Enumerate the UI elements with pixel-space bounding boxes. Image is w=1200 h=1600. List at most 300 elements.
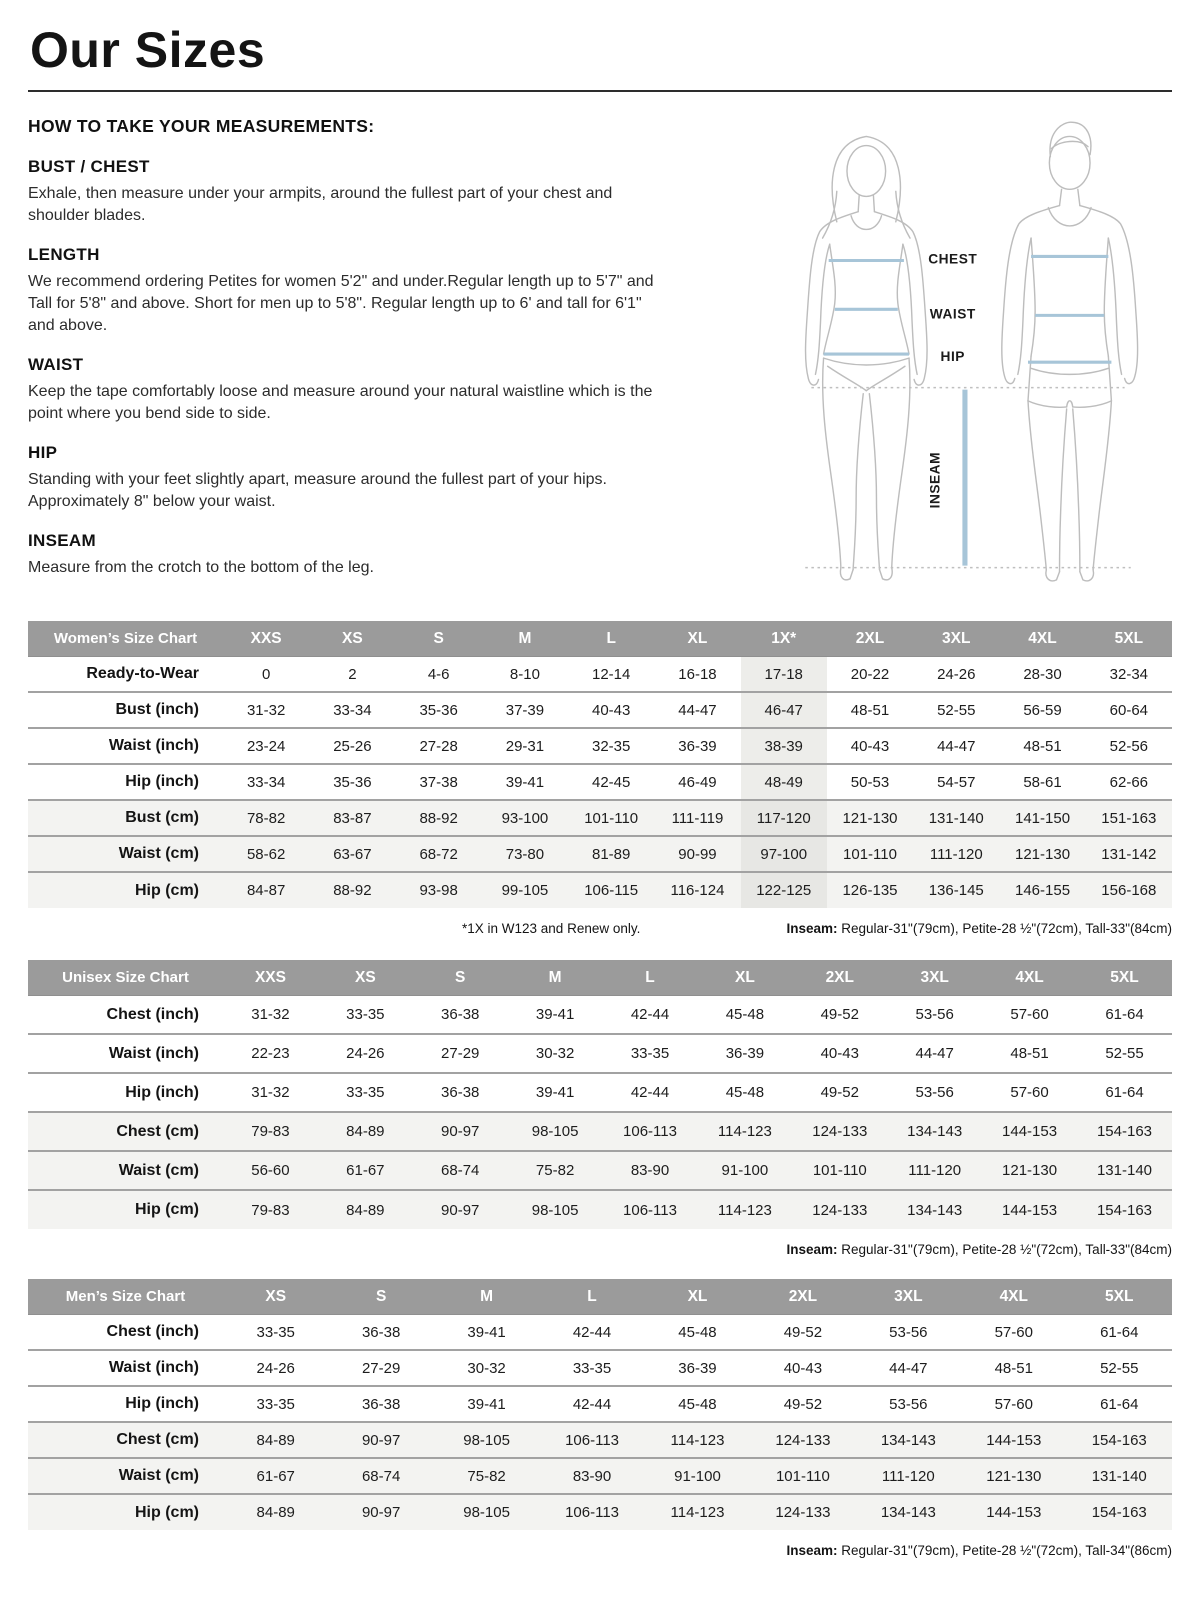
- size-cell: 111-120: [887, 1151, 982, 1190]
- size-cell: 24-26: [937, 665, 976, 683]
- size-cell: 16-18: [678, 665, 717, 683]
- size-cell: 44-47: [937, 737, 976, 755]
- table-row: [28, 800, 1172, 836]
- size-cell: 39-41: [535, 1006, 575, 1024]
- row-label: Chest (cm): [28, 1112, 223, 1151]
- column-header: S: [413, 960, 508, 995]
- size-cell: 33-35: [346, 1084, 385, 1102]
- size-cell: 48-49: [741, 764, 827, 800]
- size-cell: 38-39: [741, 728, 827, 764]
- size-cell: 33-35: [572, 1359, 612, 1377]
- unisex-table-footnotes: [28, 1242, 1172, 1257]
- size-cell: 36-38: [441, 1006, 480, 1024]
- size-cell: 106-115: [568, 872, 654, 908]
- measurement-item-inseam: [28, 531, 708, 579]
- row-label: Bust (inch): [115, 701, 199, 719]
- size-cell: 36-39: [678, 737, 717, 755]
- size-cell: 101-110: [750, 1458, 855, 1494]
- one-x-footnote: *1X in W123 and Renew only.: [462, 921, 641, 937]
- size-cell: 62-66: [1109, 773, 1149, 791]
- size-cell: 56-60: [223, 1151, 318, 1190]
- size-cell: 68-74: [413, 1151, 508, 1190]
- size-cell: 106-113: [539, 1494, 644, 1530]
- size-cell: 30-32: [467, 1359, 506, 1377]
- size-cell: 36-38: [361, 1323, 401, 1341]
- row-label: Waist (cm): [28, 1151, 223, 1190]
- size-cell: 27-29: [441, 1045, 480, 1063]
- size-cell: 61-64: [1100, 1395, 1139, 1413]
- size-cell: 97-100: [741, 836, 827, 872]
- row-label: Waist (inch): [108, 737, 199, 755]
- size-cell: 36-38: [441, 1084, 480, 1102]
- row-label: Ready-to-Wear: [86, 665, 199, 683]
- column-header: M: [508, 960, 603, 995]
- column-header: 5XL: [1067, 1279, 1173, 1314]
- size-cell: 111-120: [913, 836, 999, 872]
- size-cell: 124-133: [750, 1422, 855, 1458]
- size-cell: 141-150: [999, 800, 1085, 836]
- row-label: Hip (inch): [125, 1083, 199, 1101]
- mens-table-footnotes: [28, 1543, 1172, 1558]
- size-cell: 114-123: [645, 1422, 750, 1458]
- size-cell: 90-97: [328, 1494, 433, 1530]
- size-cell: 25-26: [333, 737, 372, 755]
- measurement-item-bust-chest: [28, 157, 708, 227]
- size-cell: 121-130: [982, 1151, 1077, 1190]
- table-row: [28, 728, 1172, 764]
- measurement-item-hip: [28, 443, 708, 513]
- table-title: Unisex Size Chart: [28, 960, 223, 995]
- size-cell: 44-47: [678, 701, 717, 719]
- size-cell: 83-90: [539, 1458, 644, 1494]
- row-label: Chest (inch): [106, 1005, 199, 1023]
- size-cell: 42-45: [592, 773, 631, 791]
- size-cell: 101-110: [792, 1151, 887, 1190]
- size-cell: 68-74: [328, 1458, 433, 1494]
- size-cell: 40-43: [592, 701, 631, 719]
- size-cell: 156-168: [1086, 872, 1172, 908]
- size-cell: 52-55: [1100, 1359, 1139, 1377]
- size-cell: 36-39: [678, 1359, 717, 1377]
- size-cell: 75-82: [434, 1458, 539, 1494]
- row-label: Bust (cm): [28, 800, 223, 836]
- size-cell: 93-98: [396, 872, 482, 908]
- row-label: Hip (inch): [125, 1395, 199, 1413]
- inseam-label: INSEAM: [927, 451, 943, 508]
- measurement-label: WAIST: [28, 354, 84, 374]
- size-cell: 101-110: [568, 800, 654, 836]
- size-cell: 37-38: [419, 773, 458, 791]
- size-cell: 49-52: [783, 1323, 823, 1341]
- size-cell: 83-90: [603, 1151, 698, 1190]
- size-cell: 57-60: [994, 1323, 1033, 1341]
- size-cell: 91-100: [645, 1458, 750, 1494]
- size-cell: 31-32: [246, 701, 286, 719]
- size-cell: 131-140: [913, 800, 999, 836]
- size-cell: 39-41: [505, 773, 545, 791]
- womens-table-footnotes: [28, 921, 1172, 936]
- table-row: [28, 1494, 1172, 1530]
- size-cell: 98-105: [508, 1190, 603, 1229]
- size-cell: 98-105: [434, 1422, 539, 1458]
- row-label: Waist (cm): [28, 1458, 223, 1494]
- size-cell: 90-99: [654, 836, 740, 872]
- size-cell: 61-64: [1105, 1006, 1144, 1024]
- size-cell: 48-51: [850, 701, 890, 719]
- size-cell: 144-153: [961, 1494, 1066, 1530]
- size-cell: 48-51: [1010, 1045, 1049, 1063]
- row-label: Chest (cm): [28, 1422, 223, 1458]
- size-cell: 79-83: [223, 1112, 318, 1151]
- size-cell: 36-39: [725, 1045, 765, 1063]
- table-header-row: [28, 621, 1172, 656]
- size-cell: 40-43: [783, 1359, 823, 1377]
- size-cell: 33-35: [630, 1045, 670, 1063]
- row-label: Hip (inch): [125, 773, 199, 791]
- size-cell: 29-31: [505, 737, 545, 755]
- size-cell: 46-49: [678, 773, 717, 791]
- size-cell: 79-83: [223, 1190, 318, 1229]
- size-cell: 45-48: [678, 1323, 717, 1341]
- column-header: 2XL: [827, 621, 913, 656]
- table-header-row: [28, 960, 1172, 995]
- size-cell: 57-60: [1010, 1084, 1049, 1102]
- size-cell: 24-26: [256, 1359, 295, 1377]
- size-cell: 57-60: [994, 1395, 1033, 1413]
- size-cell: 27-29: [361, 1359, 401, 1377]
- table-row: [28, 872, 1172, 908]
- table-row: [28, 995, 1172, 1034]
- size-cell: 91-100: [697, 1151, 792, 1190]
- size-cell: 114-123: [645, 1494, 750, 1530]
- size-cell: 42-44: [572, 1323, 612, 1341]
- size-cell: 98-105: [434, 1494, 539, 1530]
- size-cell: 45-48: [725, 1084, 765, 1102]
- table-row: [28, 1151, 1172, 1190]
- column-header: XS: [223, 1279, 328, 1314]
- column-header: L: [539, 1279, 644, 1314]
- column-header: XL: [697, 960, 792, 995]
- size-cell: 52-55: [937, 701, 976, 719]
- size-cell: 31-32: [251, 1084, 290, 1102]
- size-cell: 40-43: [820, 1045, 859, 1063]
- size-cell: 42-44: [630, 1084, 670, 1102]
- size-cell: 84-89: [223, 1422, 328, 1458]
- column-header: XXS: [223, 621, 309, 656]
- inseam-footnote: Inseam: Regular-31"(79cm), Petite-28 ½"(72cm), Tall-33"(84cm): [786, 1242, 1172, 1258]
- inseam-footnote: Inseam: Regular-31"(79cm), Petite-28 ½"(72cm), Tall-34"(86cm): [786, 1543, 1172, 1559]
- column-header: 1X*: [741, 621, 827, 656]
- size-cell: 90-97: [413, 1190, 508, 1229]
- table-row: [28, 692, 1172, 728]
- size-cell: 52-56: [1109, 737, 1149, 755]
- size-cell: 121-130: [961, 1458, 1066, 1494]
- column-header: 3XL: [913, 621, 999, 656]
- row-label: Hip (cm): [28, 1190, 223, 1229]
- column-header: XL: [654, 621, 740, 656]
- size-cell: 22-23: [251, 1045, 290, 1063]
- size-cell: 134-143: [887, 1190, 982, 1229]
- table-row: [28, 836, 1172, 872]
- measurement-text: Exhale, then measure under your armpits, around the fullest part of your chest and shoulder blades.: [28, 184, 613, 224]
- size-cell: 126-135: [827, 872, 913, 908]
- column-header: 4XL: [982, 960, 1077, 995]
- size-cell: 121-130: [999, 836, 1085, 872]
- size-cell: 106-113: [603, 1190, 698, 1229]
- size-cell: 2: [348, 665, 357, 683]
- column-header: L: [603, 960, 698, 995]
- size-cell: 52-55: [1105, 1045, 1144, 1063]
- column-header: M: [434, 1279, 539, 1314]
- table-row: [28, 1422, 1172, 1458]
- size-cell: 27-28: [419, 737, 458, 755]
- column-header: 2XL: [792, 960, 887, 995]
- size-cell: 151-163: [1086, 800, 1172, 836]
- measurement-figure-illustration: [764, 112, 1172, 595]
- waist-label: WAIST: [929, 305, 976, 321]
- row-label: Hip (cm): [28, 872, 223, 908]
- table-row: [28, 764, 1172, 800]
- size-cell: 90-97: [328, 1422, 433, 1458]
- row-label: Waist (inch): [108, 1359, 199, 1377]
- size-cell: 131-140: [1077, 1151, 1172, 1190]
- size-cell: 54-57: [937, 773, 976, 791]
- table-title: Men’s Size Chart: [28, 1279, 223, 1314]
- size-cell: 111-120: [856, 1458, 961, 1494]
- row-label: Waist (inch): [108, 1044, 199, 1062]
- size-cell: 116-124: [654, 872, 740, 908]
- column-header: M: [482, 621, 568, 656]
- size-cell: 49-52: [783, 1395, 823, 1413]
- size-cell: 154-163: [1067, 1494, 1173, 1530]
- column-header: S: [328, 1279, 433, 1314]
- measurement-text: We recommend ordering Petites for women 5'2" and under.Regular length up to 5'7" and Tall for 5'8" and above. Short for men up to 5'8". Regular length up to 6' and tall for 6'1" and above.: [28, 272, 654, 334]
- size-cell: 111-119: [654, 800, 740, 836]
- size-cell: 36-38: [361, 1395, 401, 1413]
- size-cell: 84-89: [223, 1494, 328, 1530]
- table-row: [28, 656, 1172, 692]
- size-cell: 35-36: [333, 773, 372, 791]
- size-cell: 37-39: [505, 701, 545, 719]
- size-cell: 40-43: [850, 737, 890, 755]
- size-cell: 23-24: [246, 737, 286, 755]
- table-row: [28, 1034, 1172, 1073]
- size-cell: 88-92: [309, 872, 395, 908]
- column-header: XS: [309, 621, 395, 656]
- column-header: 3XL: [887, 960, 982, 995]
- size-cell: 106-113: [603, 1112, 698, 1151]
- size-cell: 58-62: [223, 836, 309, 872]
- size-cell: 81-89: [568, 836, 654, 872]
- size-cell: 73-80: [482, 836, 568, 872]
- size-cell: 106-113: [539, 1422, 644, 1458]
- size-cell: 131-140: [1067, 1458, 1173, 1494]
- row-label: Chest (inch): [106, 1323, 199, 1341]
- size-cell: 33-35: [346, 1006, 385, 1024]
- size-cell: 134-143: [856, 1494, 961, 1530]
- measurement-label: INSEAM: [28, 531, 96, 551]
- row-label: Hip (cm): [28, 1494, 223, 1530]
- column-header: XS: [318, 960, 413, 995]
- size-cell: 0: [261, 665, 271, 683]
- size-cell: 39-41: [535, 1084, 575, 1102]
- size-cell: 63-67: [309, 836, 395, 872]
- size-cell: 90-97: [413, 1112, 508, 1151]
- measurement-label: HIP: [28, 443, 58, 463]
- size-cell: 84-87: [223, 872, 309, 908]
- unisex-size-chart-table: [28, 960, 1172, 1229]
- measurement-item-waist: [28, 355, 708, 425]
- womens-size-chart-table: [28, 621, 1172, 908]
- hip-label: HIP: [940, 348, 965, 364]
- column-header: L: [568, 621, 654, 656]
- inseam-footnote: Inseam: Regular-31"(79cm), Petite-28 ½"(72cm), Tall-33"(84cm): [786, 921, 1172, 937]
- size-cell: 61-67: [223, 1458, 328, 1494]
- size-cell: 30-32: [535, 1045, 575, 1063]
- table-header-row: [28, 1279, 1172, 1314]
- size-cell: 56-59: [1023, 701, 1062, 719]
- column-header: 3XL: [856, 1279, 961, 1314]
- size-cell: 154-163: [1067, 1422, 1173, 1458]
- size-cell: 33-35: [256, 1323, 295, 1341]
- size-cell: 42-44: [572, 1395, 612, 1413]
- size-cell: 61-64: [1100, 1323, 1139, 1341]
- size-cell: 146-155: [999, 872, 1085, 908]
- size-cell: 24-26: [346, 1045, 385, 1063]
- size-cell: 99-105: [482, 872, 568, 908]
- table-row: [28, 1458, 1172, 1494]
- measurement-text: Keep the tape comfortably loose and measure around your natural waistline which is the point where you bend side to side.: [28, 382, 653, 422]
- size-cell: 39-41: [467, 1395, 506, 1413]
- size-cell: 12-14: [592, 665, 631, 683]
- size-cell: 61-64: [1105, 1084, 1144, 1102]
- size-cell: 33-34: [246, 773, 286, 791]
- size-cell: 84-89: [318, 1190, 413, 1229]
- measurement-label: LENGTH: [28, 244, 100, 264]
- size-cell: 46-47: [741, 692, 827, 728]
- size-cell: 48-51: [994, 1359, 1033, 1377]
- column-header: XXS: [223, 960, 318, 995]
- size-cell: 44-47: [915, 1045, 954, 1063]
- title-divider: [28, 90, 1172, 92]
- size-cell: 98-105: [508, 1112, 603, 1151]
- size-cell: 31-32: [251, 1006, 290, 1024]
- column-header: 2XL: [750, 1279, 855, 1314]
- column-header: 5XL: [1077, 960, 1172, 995]
- size-cell: 53-56: [915, 1084, 954, 1102]
- body-outline-diagram: [764, 112, 1172, 590]
- row-label: Waist (cm): [28, 836, 223, 872]
- size-cell: 134-143: [887, 1112, 982, 1151]
- table-row: [28, 1314, 1172, 1350]
- size-cell: 35-36: [419, 701, 458, 719]
- page-title: Our Sizes: [30, 22, 266, 78]
- size-cell: 83-87: [309, 800, 395, 836]
- size-cell: 39-41: [467, 1323, 506, 1341]
- table-row: [28, 1112, 1172, 1151]
- size-cell: 45-48: [725, 1006, 765, 1024]
- table-row: [28, 1190, 1172, 1229]
- size-cell: 75-82: [508, 1151, 603, 1190]
- measurement-item-length: [28, 245, 708, 337]
- size-cell: 124-133: [750, 1494, 855, 1530]
- size-cell: 122-125: [741, 872, 827, 908]
- how-to-measure-section: [28, 116, 728, 598]
- column-header: 5XL: [1086, 621, 1172, 656]
- size-cell: 4-6: [427, 665, 450, 683]
- size-cell: 48-51: [1023, 737, 1062, 755]
- size-cell: 53-56: [915, 1006, 954, 1024]
- size-cell: 114-123: [697, 1112, 792, 1151]
- size-cell: 58-61: [1023, 773, 1062, 791]
- size-cell: 144-153: [982, 1112, 1077, 1151]
- size-cell: 17-18: [741, 656, 827, 692]
- table-title: Women’s Size Chart: [28, 621, 223, 656]
- top-section: [28, 116, 1172, 598]
- size-cell: 154-163: [1077, 1190, 1172, 1229]
- size-cell: 144-153: [982, 1190, 1077, 1229]
- size-cell: 88-92: [396, 800, 482, 836]
- column-header: XL: [645, 1279, 750, 1314]
- size-cell: 20-22: [850, 665, 890, 683]
- size-cell: 33-34: [333, 701, 372, 719]
- size-cell: 32-35: [592, 737, 631, 755]
- measurement-label: BUST / CHEST: [28, 156, 150, 176]
- measurement-text: Measure from the crotch to the bottom of the leg.: [28, 559, 374, 577]
- size-cell: 136-145: [913, 872, 999, 908]
- column-header: 4XL: [961, 1279, 1066, 1314]
- size-cell: 8-10: [509, 665, 540, 683]
- size-cell: 144-153: [961, 1422, 1066, 1458]
- table-row: [28, 1386, 1172, 1422]
- size-cell: 68-72: [396, 836, 482, 872]
- size-cell: 121-130: [827, 800, 913, 836]
- size-cell: 32-34: [1109, 665, 1149, 683]
- size-cell: 84-89: [318, 1112, 413, 1151]
- size-cell: 154-163: [1077, 1112, 1172, 1151]
- size-cell: 28-30: [1023, 665, 1062, 683]
- size-cell: 42-44: [630, 1006, 670, 1024]
- column-header: 4XL: [999, 621, 1085, 656]
- size-cell: 101-110: [827, 836, 913, 872]
- size-cell: 33-35: [256, 1395, 295, 1413]
- size-cell: 61-67: [318, 1151, 413, 1190]
- size-cell: 50-53: [850, 773, 890, 791]
- how-to-heading: HOW TO TAKE YOUR MEASUREMENTS:: [28, 115, 375, 136]
- size-cell: 60-64: [1109, 701, 1149, 719]
- size-cell: 114-123: [697, 1190, 792, 1229]
- size-cell: 53-56: [889, 1323, 928, 1341]
- size-cell: 57-60: [1010, 1006, 1049, 1024]
- size-cell: 124-133: [792, 1190, 887, 1229]
- column-header: S: [396, 621, 482, 656]
- mens-size-chart-table: [28, 1279, 1172, 1530]
- size-cell: 49-52: [820, 1006, 859, 1024]
- chest-label: CHEST: [928, 251, 978, 267]
- size-cell: 131-142: [1086, 836, 1172, 872]
- size-cell: 78-82: [223, 800, 309, 836]
- size-cell: 53-56: [889, 1395, 928, 1413]
- size-cell: 45-48: [678, 1395, 717, 1413]
- measurement-text: Standing with your feet slightly apart, measure around the fullest part of your hips. Approximately 8" below your waist.: [28, 471, 607, 511]
- size-cell: 49-52: [820, 1084, 859, 1102]
- table-row: [28, 1073, 1172, 1112]
- size-cell: 134-143: [856, 1422, 961, 1458]
- size-cell: 117-120: [741, 800, 827, 836]
- size-cell: 93-100: [482, 800, 568, 836]
- size-cell: 124-133: [792, 1112, 887, 1151]
- table-row: [28, 1350, 1172, 1386]
